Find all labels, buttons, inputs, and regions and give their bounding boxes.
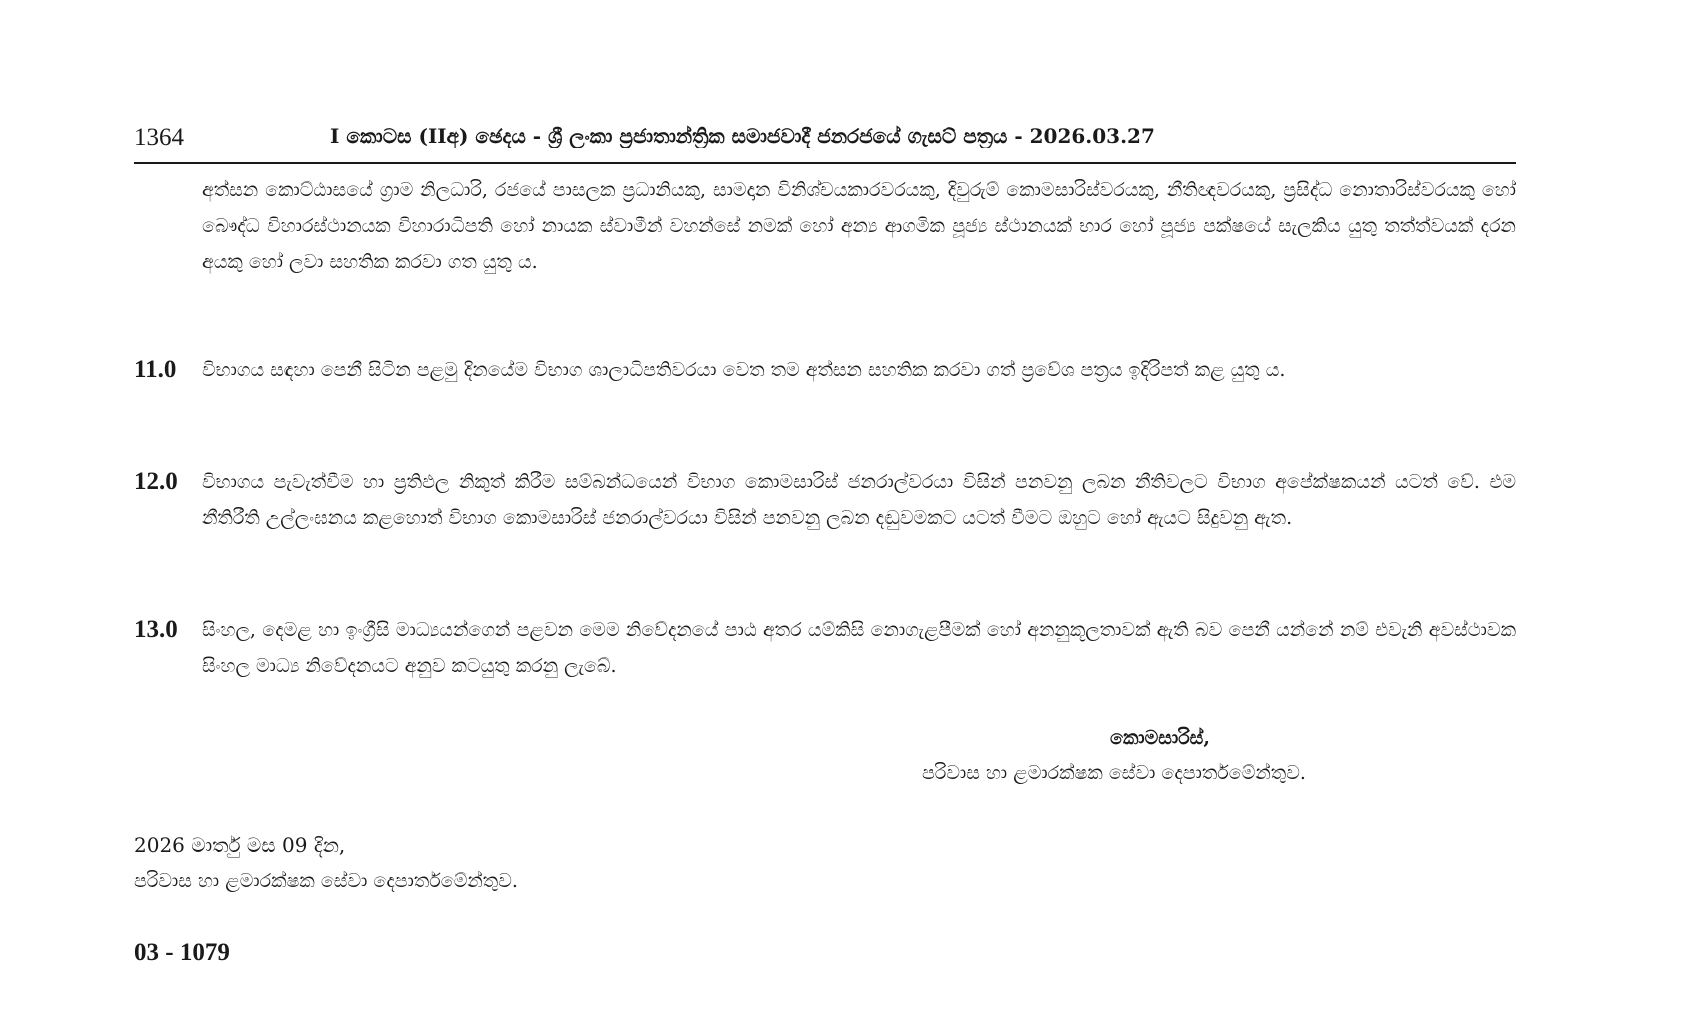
page-header: [134, 124, 1516, 160]
section-number: 11.0: [134, 356, 177, 383]
page-number: 1364: [134, 124, 184, 151]
signatory-department: පරිවාස හා ළමාරක්ෂක සේවා දෙපාර්තමේන්තුව.: [922, 762, 1306, 784]
section-number: 12.0: [134, 468, 178, 495]
issuing-department: පරිවාස හා ළමාරක්ෂක සේවා දෙපාර්තමේන්තුව.: [134, 870, 518, 892]
section-text: සිංහල, දෙමළ හා ඉංග්‍රීසි මාධ්‍යයන්ගෙන් පළවන මෙම නිවේදනයේ පාඨ අතර යම්කිසි නොගැළපීමක් හෝ අනනුකූලතාවක් ඇති බව පෙනී යන්නේ නම් එවැනි අවස්ථාවක සිංහල මාධ්‍ය නිවේදනයට අනුව කටයුතු කරනු ලැබේ.: [202, 619, 1516, 677]
section-number: 13.0: [134, 616, 178, 643]
header-divider: [134, 162, 1516, 164]
signatory-title: කොමසාරිස්,: [1110, 727, 1210, 749]
notice-reference: 03 - 1079: [134, 939, 230, 966]
section-text: අත්සන කොට්ඨාසයේ ග්‍රාම නිලධාරි, රජයේ පාසලක ප්‍රධානියකු, සාමදාන විනිශ්චයකාරවරයකු, දිවුරුම් කොමසාරිස්වරයකු, නීතිඥවරයකු, ප්‍රසිද්ධ නොතාරිස්වරයකු හෝ බෞද්ධ විහාරස්ථානයක විහාරාධිපති හෝ නායක ස්වාමීන් වහන්සේ නමක් හෝ අන්‍ය ආගමික පූජ්‍ය ස්ථානයක් භාර හෝ පූජ්‍ය පක්ෂයේ සැලකිය යුතු තත්ත්වයක් දරන අයකු හෝ ලවා සහතික කරවා ගත යුතු ය.: [202, 179, 1516, 273]
section-text: විභාගය පැවැත්වීම හා ප්‍රතිඵල නිකුත් කිරීම සම්බන්ධයෙන් විභාග කොමසාරිස් ජනරාල්වරයා විසින් පනවනු ලබන නීතිවලට විභාග අපේක්ෂකයන් යටත් වේ. එම නීතිරීති උල්ලංඝනය කළහොත් විභාග කොමසාරිස් ජනරාල්වරයා විසින් පනවනු ලබන දඬුවමකට යටත් වීමට ඔහුට හෝ ඇයට සිදුවනු ඇත.: [202, 471, 1516, 529]
gazette-title: I කොටස (IIඅ) ඡෙදය - ශ්‍රී ලංකා ප්‍රජාතාන්ත්‍රික සමාජවාදී ජනරජයේ ගැසට් පත්‍රය - 2026.03.27: [330, 124, 1155, 148]
issue-date: 2026 මාර්තු මස 09 දින,: [134, 833, 346, 857]
section-text: විභාගය සඳහා පෙනී සිටින පළමු දිනයේම විභාග ශාලාධිපතිවරයා වෙත තම අත්සන සහතික කරවා ගත් ප්‍රවේශ පත්‍රය ඉදිරිපත් කළ යුතු ය.: [202, 359, 1286, 381]
